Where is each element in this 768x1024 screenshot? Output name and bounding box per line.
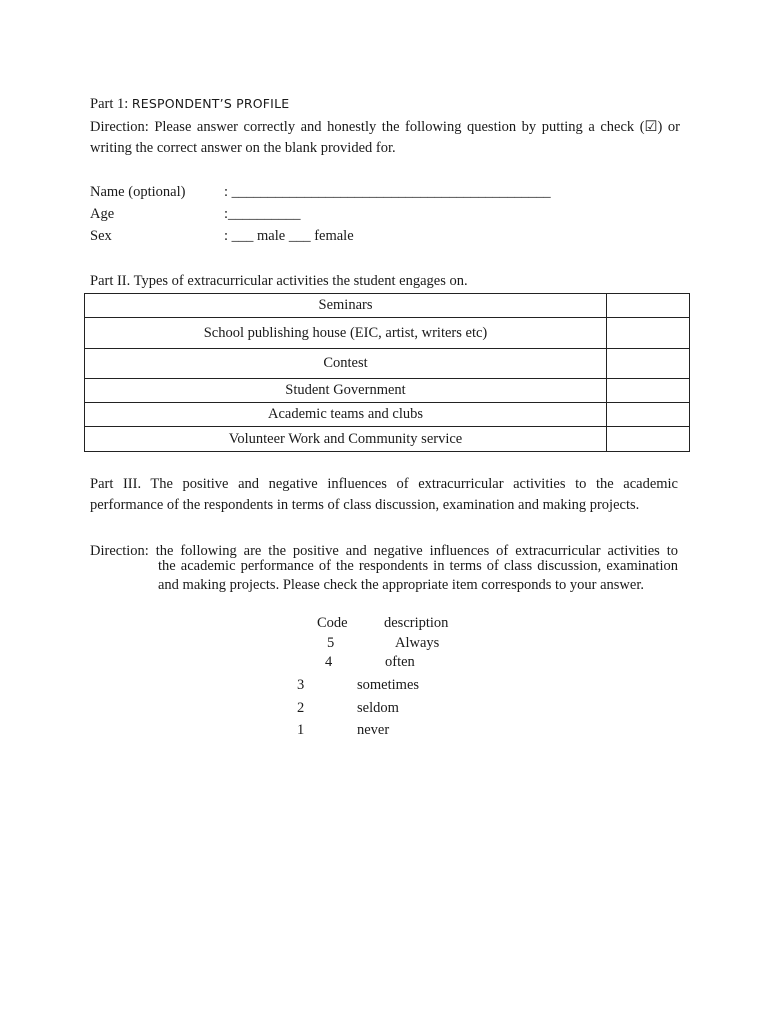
activity-check-box[interactable] xyxy=(607,379,690,403)
table-row xyxy=(85,379,690,403)
activity-contest: Contest xyxy=(85,349,607,379)
scale-code: 2 xyxy=(297,700,305,716)
name-field-blank[interactable]: : ____________________________________________ xyxy=(224,184,551,200)
scale-description-header: description xyxy=(384,615,449,631)
activity-publishing: School publishing house (EIC, artist, writers etc) xyxy=(85,318,607,349)
activity-student-government: Student Government xyxy=(85,379,607,403)
part1-heading xyxy=(90,95,289,113)
scale-description: sometimes xyxy=(357,677,420,693)
part1-direction: Direction: Please answer correctly and honestly the following question by putting a check (☑) or writing the correct answer on the blank provided for. xyxy=(90,119,680,156)
scale-description: Always xyxy=(395,635,440,651)
activity-check-box[interactable] xyxy=(607,318,690,349)
part1-label: Part 1: xyxy=(90,96,132,112)
name-field-label: Name (optional) xyxy=(90,184,186,200)
scale-description: seldom xyxy=(357,700,399,716)
age-field-label: Age xyxy=(90,206,115,222)
scale-description: often xyxy=(385,654,415,670)
scale-description: never xyxy=(357,722,390,738)
activity-seminars: Seminars xyxy=(85,294,607,318)
scale-code: 5 xyxy=(327,635,335,651)
scale-code: 3 xyxy=(297,677,305,693)
activity-check-box[interactable] xyxy=(607,403,690,427)
sex-field-blank[interactable]: : ___ male ___ female xyxy=(224,228,354,244)
sex-field-label: Sex xyxy=(90,228,112,244)
activity-check-box[interactable] xyxy=(607,349,690,379)
scale-code: 4 xyxy=(325,654,333,670)
age-field-blank[interactable]: :__________ xyxy=(224,206,301,222)
part2-heading: Part II. Types of extracurricular activities the student engages on. xyxy=(90,273,468,289)
part3-direction-lead: Direction: the following are the positive and negative influences of extracurricular activities to xyxy=(90,543,678,559)
part3-direction-rest: the academic performance of the respondents in terms of class discussion, examination and making projects. Please check the appropriate item corresponds to your answer. xyxy=(158,558,678,593)
activities-table xyxy=(84,293,690,452)
table-row xyxy=(85,403,690,427)
table-row xyxy=(85,349,690,379)
activity-check-box[interactable] xyxy=(607,294,690,318)
table-row xyxy=(85,294,690,318)
part1-title: RESPONDENT’S PROFILE xyxy=(131,96,290,111)
part3-heading: Part III. The positive and negative influences of extracurricular activities to the academic performance of the respondents in terms of class discussion, examination and making projects. xyxy=(90,476,678,513)
table-row xyxy=(85,427,690,452)
scale-code-header: Code xyxy=(317,615,348,631)
activity-check-box[interactable] xyxy=(607,427,690,452)
table-row xyxy=(85,318,690,349)
activity-academic-teams: Academic teams and clubs xyxy=(85,403,607,427)
scale-code: 1 xyxy=(297,722,305,738)
activity-volunteer-work: Volunteer Work and Community service xyxy=(85,427,607,452)
